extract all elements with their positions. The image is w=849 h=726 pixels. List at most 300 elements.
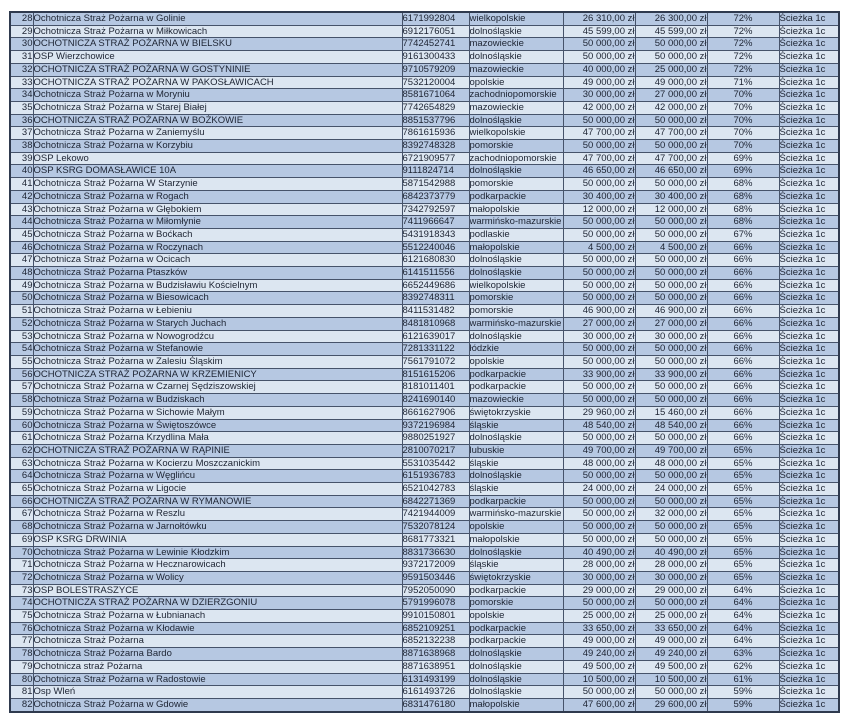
cell-no[interactable]: 61 bbox=[10, 432, 33, 445]
cell-amount-requested[interactable]: 50 000,00 zł bbox=[563, 533, 635, 546]
cell-amount-requested[interactable]: 50 000,00 zł bbox=[563, 254, 635, 267]
cell-amount-awarded[interactable]: 26 300,00 zł bbox=[635, 12, 707, 25]
cell-amount-awarded[interactable]: 49 000,00 zł bbox=[635, 76, 707, 89]
cell-path[interactable]: Ścieżka 1c bbox=[779, 533, 839, 546]
cell-no[interactable]: 80 bbox=[10, 673, 33, 686]
cell-amount-awarded[interactable]: 50 000,00 zł bbox=[635, 279, 707, 292]
cell-tax-id[interactable]: 6521042783 bbox=[402, 483, 469, 496]
cell-name[interactable]: Ochotnicza Straż Pożarna w Ocicach bbox=[33, 254, 402, 267]
cell-voivodeship[interactable]: podkarpackie bbox=[469, 368, 563, 381]
cell-amount-requested[interactable]: 10 500,00 zł bbox=[563, 673, 635, 686]
cell-no[interactable]: 70 bbox=[10, 546, 33, 559]
cell-percent[interactable]: 66% bbox=[707, 406, 779, 419]
cell-amount-requested[interactable]: 33 650,00 zł bbox=[563, 622, 635, 635]
cell-voivodeship[interactable]: śląskie bbox=[469, 559, 563, 572]
cell-no[interactable]: 73 bbox=[10, 584, 33, 597]
cell-no[interactable]: 76 bbox=[10, 622, 33, 635]
cell-path[interactable]: Ścieżka 1c bbox=[779, 521, 839, 534]
cell-name[interactable]: Ochotnicza Straż Pożarna w Świętoszówce bbox=[33, 419, 402, 432]
cell-percent[interactable]: 65% bbox=[707, 483, 779, 496]
cell-tax-id[interactable]: 8581671064 bbox=[402, 89, 469, 102]
cell-amount-requested[interactable]: 50 000,00 zł bbox=[563, 267, 635, 280]
cell-amount-requested[interactable]: 50 000,00 zł bbox=[563, 470, 635, 483]
cell-percent[interactable]: 66% bbox=[707, 241, 779, 254]
cell-percent[interactable]: 66% bbox=[707, 381, 779, 394]
cell-name[interactable]: Ochotnicza Straż Pożarna w Roczynach bbox=[33, 241, 402, 254]
cell-no[interactable]: 72 bbox=[10, 571, 33, 584]
cell-tax-id[interactable]: 5531035442 bbox=[402, 457, 469, 470]
cell-amount-requested[interactable]: 26 310,00 zł bbox=[563, 12, 635, 25]
cell-amount-awarded[interactable]: 50 000,00 zł bbox=[635, 470, 707, 483]
cell-amount-requested[interactable]: 29 000,00 zł bbox=[563, 584, 635, 597]
cell-path[interactable]: Ścieżka 1c bbox=[779, 343, 839, 356]
cell-path[interactable]: Ścieżka 1c bbox=[779, 254, 839, 267]
cell-tax-id[interactable]: 6652449686 bbox=[402, 279, 469, 292]
cell-path[interactable]: Ścieżka 1c bbox=[779, 546, 839, 559]
cell-amount-awarded[interactable]: 50 000,00 zł bbox=[635, 394, 707, 407]
cell-name[interactable]: OCHOTNICZA STRAŻ POŻARNA W RĄPINIE bbox=[33, 444, 402, 457]
cell-path[interactable]: Ścieżka 1c bbox=[779, 635, 839, 648]
cell-percent[interactable]: 72% bbox=[707, 38, 779, 51]
cell-name[interactable]: Ochotnicza Straż Pożarna w Budziskach bbox=[33, 394, 402, 407]
cell-percent[interactable]: 66% bbox=[707, 254, 779, 267]
cell-amount-requested[interactable]: 30 000,00 zł bbox=[563, 330, 635, 343]
cell-no[interactable]: 43 bbox=[10, 203, 33, 216]
cell-voivodeship[interactable]: dolnośląskie bbox=[469, 470, 563, 483]
cell-name[interactable]: Ochotnicza Straż Pożarna w Ligocie bbox=[33, 483, 402, 496]
cell-tax-id[interactable]: 6842271369 bbox=[402, 495, 469, 508]
cell-tax-id[interactable]: 6121639017 bbox=[402, 330, 469, 343]
cell-amount-awarded[interactable]: 47 700,00 zł bbox=[635, 127, 707, 140]
cell-path[interactable]: Ścieżka 1c bbox=[779, 305, 839, 318]
cell-voivodeship[interactable]: zachodniopomorskie bbox=[469, 89, 563, 102]
cell-voivodeship[interactable]: dolnośląskie bbox=[469, 660, 563, 673]
cell-no[interactable]: 57 bbox=[10, 381, 33, 394]
cell-amount-requested[interactable]: 27 000,00 zł bbox=[563, 317, 635, 330]
cell-voivodeship[interactable]: podkarpackie bbox=[469, 622, 563, 635]
cell-name[interactable]: Ochotnicza Straż Pożarna w Starej Białej bbox=[33, 101, 402, 114]
cell-percent[interactable]: 59% bbox=[707, 698, 779, 711]
cell-name[interactable]: Ochotnicza Straż Pożarna w Rogach bbox=[33, 190, 402, 203]
cell-percent[interactable]: 66% bbox=[707, 419, 779, 432]
cell-tax-id[interactable]: 6121680830 bbox=[402, 254, 469, 267]
cell-percent[interactable]: 72% bbox=[707, 63, 779, 76]
cell-percent[interactable]: 71% bbox=[707, 76, 779, 89]
cell-amount-requested[interactable]: 50 000,00 zł bbox=[563, 114, 635, 127]
cell-amount-awarded[interactable]: 50 000,00 zł bbox=[635, 355, 707, 368]
cell-name[interactable]: Ochotnicza Straż Pożarna Ptaszków bbox=[33, 267, 402, 280]
cell-name[interactable]: Ochotnicza Straż Pożarna w Sichowie Małym bbox=[33, 406, 402, 419]
cell-amount-requested[interactable]: 40 000,00 zł bbox=[563, 63, 635, 76]
cell-tax-id[interactable]: 9910150801 bbox=[402, 610, 469, 623]
cell-name[interactable]: Ochotnicza Straż Pożarna Krzydlina Mała bbox=[33, 432, 402, 445]
cell-amount-requested[interactable]: 33 900,00 zł bbox=[563, 368, 635, 381]
cell-no[interactable]: 44 bbox=[10, 216, 33, 229]
cell-tax-id[interactable]: 8851537796 bbox=[402, 114, 469, 127]
cell-no[interactable]: 41 bbox=[10, 178, 33, 191]
cell-amount-requested[interactable]: 30 400,00 zł bbox=[563, 190, 635, 203]
cell-name[interactable]: Ochotnicza Straż Pożarna bbox=[33, 635, 402, 648]
cell-tax-id[interactable]: 6721909577 bbox=[402, 152, 469, 165]
cell-no[interactable]: 63 bbox=[10, 457, 33, 470]
cell-amount-awarded[interactable]: 50 000,00 zł bbox=[635, 292, 707, 305]
cell-amount-awarded[interactable]: 33 650,00 zł bbox=[635, 622, 707, 635]
cell-voivodeship[interactable]: świętokrzyskie bbox=[469, 571, 563, 584]
cell-tax-id[interactable]: 8481810968 bbox=[402, 317, 469, 330]
cell-name[interactable]: Ochotnicza Straż Pożarna w Gdowie bbox=[33, 698, 402, 711]
cell-amount-requested[interactable]: 24 000,00 zł bbox=[563, 483, 635, 496]
cell-voivodeship[interactable]: śląskie bbox=[469, 457, 563, 470]
cell-voivodeship[interactable]: warmińsko-mazurskie bbox=[469, 317, 562, 329]
cell-path[interactable]: Ścieżka 1c bbox=[779, 698, 839, 711]
cell-tax-id[interactable]: 7561791072 bbox=[402, 355, 469, 368]
cell-amount-awarded[interactable]: 48 540,00 zł bbox=[635, 419, 707, 432]
cell-name[interactable]: Ochotnicza Straż Pożarna W Starzynie bbox=[33, 178, 402, 191]
cell-amount-requested[interactable]: 50 000,00 zł bbox=[563, 279, 635, 292]
cell-name[interactable]: Ochotnicza Straż Pożarna w Czarnej Sędziszowskiej bbox=[33, 381, 402, 394]
cell-percent[interactable]: 65% bbox=[707, 571, 779, 584]
cell-amount-requested[interactable]: 47 700,00 zł bbox=[563, 127, 635, 140]
cell-amount-requested[interactable]: 50 000,00 zł bbox=[563, 432, 635, 445]
cell-name[interactable]: OCHOTNICZA STRAŻ POŻARNA W BOŻKOWIE bbox=[33, 114, 402, 127]
cell-voivodeship[interactable]: dolnośląskie bbox=[469, 114, 563, 127]
cell-name[interactable]: OCHOTNICZA STRAŻ POŻARNA W PAKOSŁAWICACH bbox=[33, 76, 402, 89]
cell-tax-id[interactable]: 9591503446 bbox=[402, 571, 469, 584]
cell-path[interactable]: Ścieżka 1c bbox=[779, 89, 839, 102]
cell-name[interactable]: Ochotnicza Straż Pożarna w Reszlu bbox=[33, 508, 402, 521]
cell-no[interactable]: 29 bbox=[10, 25, 33, 38]
cell-no[interactable]: 50 bbox=[10, 292, 33, 305]
cell-voivodeship[interactable]: opolskie bbox=[469, 521, 563, 534]
cell-percent[interactable]: 64% bbox=[707, 597, 779, 610]
cell-path[interactable]: Ścieżka 1c bbox=[779, 470, 839, 483]
cell-percent[interactable]: 66% bbox=[707, 432, 779, 445]
cell-amount-awarded[interactable]: 49 500,00 zł bbox=[635, 660, 707, 673]
cell-percent[interactable]: 70% bbox=[707, 89, 779, 102]
cell-percent[interactable]: 64% bbox=[707, 610, 779, 623]
cell-amount-requested[interactable]: 50 000,00 zł bbox=[563, 228, 635, 241]
cell-amount-requested[interactable]: 50 000,00 zł bbox=[563, 51, 635, 64]
cell-voivodeship[interactable]: zachodniopomorskie bbox=[469, 152, 563, 165]
cell-no[interactable]: 65 bbox=[10, 483, 33, 496]
cell-name[interactable]: OSP Wierzchowice bbox=[33, 51, 402, 64]
cell-amount-awarded[interactable]: 46 650,00 zł bbox=[635, 165, 707, 178]
cell-voivodeship[interactable]: dolnośląskie bbox=[469, 330, 563, 343]
cell-tax-id[interactable]: 5512240046 bbox=[402, 241, 469, 254]
cell-path[interactable]: Ścieżka 1c bbox=[779, 406, 839, 419]
cell-path[interactable]: Ścieżka 1c bbox=[779, 597, 839, 610]
cell-percent[interactable]: 68% bbox=[707, 190, 779, 203]
cell-tax-id[interactable]: 8392748311 bbox=[402, 292, 469, 305]
cell-voivodeship[interactable]: śląskie bbox=[469, 483, 563, 496]
cell-percent[interactable]: 65% bbox=[707, 546, 779, 559]
cell-amount-awarded[interactable]: 30 400,00 zł bbox=[635, 190, 707, 203]
cell-no[interactable]: 74 bbox=[10, 597, 33, 610]
cell-path[interactable]: Ścieżka 1c bbox=[779, 571, 839, 584]
cell-tax-id[interactable]: 9880251927 bbox=[402, 432, 469, 445]
cell-amount-awarded[interactable]: 50 000,00 zł bbox=[635, 178, 707, 191]
cell-amount-awarded[interactable]: 27 000,00 zł bbox=[635, 89, 707, 102]
cell-name[interactable]: Ochotnicza Straż Pożarna w Miłkowicach bbox=[33, 25, 402, 38]
cell-percent[interactable]: 66% bbox=[707, 305, 779, 318]
cell-tax-id[interactable]: 6852109251 bbox=[402, 622, 469, 635]
cell-amount-awarded[interactable]: 50 000,00 zł bbox=[635, 597, 707, 610]
cell-path[interactable]: Ścieżka 1c bbox=[779, 12, 839, 25]
cell-amount-requested[interactable]: 50 000,00 zł bbox=[563, 381, 635, 394]
cell-voivodeship[interactable]: dolnośląskie bbox=[469, 267, 563, 280]
cell-percent[interactable]: 59% bbox=[707, 686, 779, 699]
cell-no[interactable]: 77 bbox=[10, 635, 33, 648]
cell-percent[interactable]: 68% bbox=[707, 203, 779, 216]
cell-amount-requested[interactable]: 50 000,00 zł bbox=[563, 521, 635, 534]
cell-voivodeship[interactable]: pomorskie bbox=[469, 140, 563, 153]
cell-path[interactable]: Ścieżka 1c bbox=[779, 25, 839, 38]
cell-voivodeship[interactable]: opolskie bbox=[469, 76, 563, 89]
cell-amount-awarded[interactable]: 33 900,00 zł bbox=[635, 368, 707, 381]
cell-amount-awarded[interactable]: 50 000,00 zł bbox=[635, 343, 707, 356]
cell-percent[interactable]: 63% bbox=[707, 648, 779, 661]
cell-name[interactable]: Ochotnicza Straż Pożarna w Boćkach bbox=[33, 228, 402, 241]
cell-tax-id[interactable]: 7952050090 bbox=[402, 584, 469, 597]
cell-amount-requested[interactable]: 29 960,00 zł bbox=[563, 406, 635, 419]
cell-voivodeship[interactable]: mazowieckie bbox=[469, 101, 563, 114]
cell-name[interactable]: Ochotnicza Straż Pożarna w Golinie bbox=[33, 12, 402, 25]
cell-tax-id[interactable]: 7421944009 bbox=[402, 508, 469, 521]
cell-no[interactable]: 58 bbox=[10, 394, 33, 407]
cell-voivodeship[interactable]: łódzkie bbox=[469, 343, 563, 356]
cell-percent[interactable]: 69% bbox=[707, 152, 779, 165]
cell-no[interactable]: 35 bbox=[10, 101, 33, 114]
cell-voivodeship[interactable]: dolnośląskie bbox=[469, 546, 563, 559]
cell-percent[interactable]: 70% bbox=[707, 101, 779, 114]
cell-tax-id[interactable]: 7742654829 bbox=[402, 101, 469, 114]
cell-tax-id[interactable]: 8871638968 bbox=[402, 648, 469, 661]
cell-path[interactable]: Ścieżka 1c bbox=[779, 660, 839, 673]
cell-path[interactable]: Ścieżka 1c bbox=[779, 394, 839, 407]
cell-voivodeship[interactable]: warmińsko-mazurskie bbox=[469, 216, 562, 228]
cell-no[interactable]: 49 bbox=[10, 279, 33, 292]
cell-no[interactable]: 67 bbox=[10, 508, 33, 521]
cell-percent[interactable]: 68% bbox=[707, 178, 779, 191]
cell-no[interactable]: 60 bbox=[10, 419, 33, 432]
cell-path[interactable]: Ścieżka 1c bbox=[779, 190, 839, 203]
cell-amount-requested[interactable]: 50 000,00 zł bbox=[563, 292, 635, 305]
cell-amount-requested[interactable]: 50 000,00 zł bbox=[563, 343, 635, 356]
cell-amount-awarded[interactable]: 15 460,00 zł bbox=[635, 406, 707, 419]
cell-amount-awarded[interactable]: 50 000,00 zł bbox=[635, 51, 707, 64]
cell-amount-awarded[interactable]: 50 000,00 zł bbox=[635, 216, 707, 229]
cell-amount-awarded[interactable]: 50 000,00 zł bbox=[635, 533, 707, 546]
cell-name[interactable]: Ochotnicza Straż Pożarna w Głębokiem bbox=[33, 203, 402, 216]
cell-percent[interactable]: 66% bbox=[707, 355, 779, 368]
cell-path[interactable]: Ścieżka 1c bbox=[779, 51, 839, 64]
cell-no[interactable]: 51 bbox=[10, 305, 33, 318]
cell-percent[interactable]: 72% bbox=[707, 25, 779, 38]
cell-name[interactable]: Ochotnicza Straż Pożarna w Zalesiu Śląskim bbox=[33, 355, 402, 368]
cell-name[interactable]: Ochotnicza Straż Pożarna w Zaniemyślu bbox=[33, 127, 402, 140]
cell-no[interactable]: 40 bbox=[10, 165, 33, 178]
cell-amount-awarded[interactable]: 50 000,00 zł bbox=[635, 114, 707, 127]
cell-amount-awarded[interactable]: 50 000,00 zł bbox=[635, 381, 707, 394]
cell-tax-id[interactable]: 5871542988 bbox=[402, 178, 469, 191]
cell-tax-id[interactable]: 7861615936 bbox=[402, 127, 469, 140]
cell-amount-requested[interactable]: 47 700,00 zł bbox=[563, 152, 635, 165]
cell-path[interactable]: Ścieżka 1c bbox=[779, 444, 839, 457]
cell-name[interactable]: Ochotnicza Straż Pożarna w Radostowie bbox=[33, 673, 402, 686]
cell-no[interactable]: 34 bbox=[10, 89, 33, 102]
cell-percent[interactable]: 68% bbox=[707, 216, 779, 229]
cell-percent[interactable]: 65% bbox=[707, 444, 779, 457]
cell-voivodeship[interactable]: podkarpackie bbox=[469, 381, 563, 394]
cell-percent[interactable]: 70% bbox=[707, 127, 779, 140]
cell-path[interactable]: Ścieżka 1c bbox=[779, 584, 839, 597]
cell-percent[interactable]: 65% bbox=[707, 495, 779, 508]
cell-amount-awarded[interactable]: 50 000,00 zł bbox=[635, 521, 707, 534]
cell-amount-requested[interactable]: 4 500,00 zł bbox=[563, 241, 635, 254]
cell-name[interactable]: Ochotnicza Straż Pożarna w Kocierzu Moszczanickim bbox=[33, 457, 402, 470]
cell-name[interactable]: Ochotnicza Straż Pożarna w Lewinie Kłodzkim bbox=[33, 546, 402, 559]
cell-amount-requested[interactable]: 25 000,00 zł bbox=[563, 610, 635, 623]
cell-voivodeship[interactable]: wielkopolskie bbox=[469, 127, 563, 140]
cell-voivodeship[interactable]: śląskie bbox=[469, 419, 563, 432]
cell-name[interactable]: Ochotnicza Straż Pożarna w Korzybiu bbox=[33, 140, 402, 153]
cell-no[interactable]: 47 bbox=[10, 254, 33, 267]
cell-amount-requested[interactable]: 50 000,00 zł bbox=[563, 495, 635, 508]
cell-no[interactable]: 28 bbox=[10, 12, 33, 25]
cell-amount-awarded[interactable]: 24 000,00 zł bbox=[635, 483, 707, 496]
cell-amount-requested[interactable]: 30 000,00 zł bbox=[563, 571, 635, 584]
cell-path[interactable]: Ścieżka 1c bbox=[779, 457, 839, 470]
cell-path[interactable]: Ścieżka 1c bbox=[779, 673, 839, 686]
cell-no[interactable]: 37 bbox=[10, 127, 33, 140]
cell-name[interactable]: OCHOTNICZA STRAŻ POŻARNA W GOSTYNINIE bbox=[33, 63, 402, 76]
cell-path[interactable]: Ścieżka 1c bbox=[779, 355, 839, 368]
cell-amount-awarded[interactable]: 50 000,00 zł bbox=[635, 38, 707, 51]
cell-tax-id[interactable]: 7342792597 bbox=[402, 203, 469, 216]
cell-no[interactable]: 42 bbox=[10, 190, 33, 203]
cell-no[interactable]: 52 bbox=[10, 317, 33, 330]
cell-tax-id[interactable]: 6151936783 bbox=[402, 470, 469, 483]
cell-tax-id[interactable]: 5791996078 bbox=[402, 597, 469, 610]
cell-amount-awarded[interactable]: 4 500,00 zł bbox=[635, 241, 707, 254]
cell-path[interactable]: Ścieżka 1c bbox=[779, 114, 839, 127]
cell-name[interactable]: Ochotnicza Straż Pożarna w Hecznarowicach bbox=[33, 559, 402, 572]
cell-tax-id[interactable]: 8181011401 bbox=[402, 381, 469, 394]
cell-no[interactable]: 39 bbox=[10, 152, 33, 165]
cell-amount-requested[interactable]: 48 540,00 zł bbox=[563, 419, 635, 432]
cell-percent[interactable]: 65% bbox=[707, 457, 779, 470]
cell-amount-awarded[interactable]: 28 000,00 zł bbox=[635, 559, 707, 572]
cell-percent[interactable]: 66% bbox=[707, 394, 779, 407]
cell-name[interactable]: Ochotnicza Straż Pożarna w Stefanowie bbox=[33, 343, 402, 356]
cell-name[interactable]: OCHOTNICZA STRAŻ POŻARNA W KRZEMIENICY bbox=[33, 368, 402, 381]
cell-path[interactable]: Ścieżka 1c bbox=[779, 63, 839, 76]
cell-name[interactable]: OCHOTNICZA STRAŻ POŻARNA W RYMANOWIE bbox=[33, 495, 402, 508]
cell-no[interactable]: 55 bbox=[10, 355, 33, 368]
cell-amount-requested[interactable]: 30 000,00 zł bbox=[563, 89, 635, 102]
cell-name[interactable]: Osp Wleń bbox=[33, 686, 402, 699]
cell-voivodeship[interactable]: mazowieckie bbox=[469, 38, 563, 51]
cell-voivodeship[interactable]: warmińsko-mazurskie bbox=[469, 508, 562, 520]
cell-percent[interactable]: 69% bbox=[707, 165, 779, 178]
cell-amount-requested[interactable]: 46 900,00 zł bbox=[563, 305, 635, 318]
cell-amount-awarded[interactable]: 25 000,00 zł bbox=[635, 610, 707, 623]
cell-no[interactable]: 59 bbox=[10, 406, 33, 419]
cell-amount-requested[interactable]: 49 000,00 zł bbox=[563, 76, 635, 89]
cell-path[interactable]: Ścieżka 1c bbox=[779, 38, 839, 51]
cell-no[interactable]: 68 bbox=[10, 521, 33, 534]
cell-amount-awarded[interactable]: 50 000,00 zł bbox=[635, 267, 707, 280]
cell-amount-requested[interactable]: 50 000,00 zł bbox=[563, 216, 635, 229]
cell-percent[interactable]: 66% bbox=[707, 368, 779, 381]
cell-name[interactable]: Ochotnicza Straż Pożarna w Miłomłynie bbox=[33, 216, 402, 229]
cell-name[interactable]: Ochotnicza straż Pożarna bbox=[33, 660, 402, 673]
cell-percent[interactable]: 65% bbox=[707, 533, 779, 546]
cell-path[interactable]: Ścieżka 1c bbox=[779, 140, 839, 153]
cell-path[interactable]: Ścieżka 1c bbox=[779, 483, 839, 496]
cell-amount-awarded[interactable]: 10 500,00 zł bbox=[635, 673, 707, 686]
cell-amount-awarded[interactable]: 50 000,00 zł bbox=[635, 228, 707, 241]
cell-no[interactable]: 53 bbox=[10, 330, 33, 343]
cell-amount-awarded[interactable]: 25 000,00 zł bbox=[635, 63, 707, 76]
cell-voivodeship[interactable]: podlaskie bbox=[469, 228, 563, 241]
cell-percent[interactable]: 66% bbox=[707, 267, 779, 280]
cell-amount-awarded[interactable]: 29 000,00 zł bbox=[635, 584, 707, 597]
cell-amount-awarded[interactable]: 45 599,00 zł bbox=[635, 25, 707, 38]
cell-name[interactable]: OSP BOLESTRASZYCE bbox=[33, 584, 402, 597]
cell-amount-requested[interactable]: 45 599,00 zł bbox=[563, 25, 635, 38]
cell-percent[interactable]: 65% bbox=[707, 521, 779, 534]
cell-no[interactable]: 48 bbox=[10, 267, 33, 280]
cell-voivodeship[interactable]: małopolskie bbox=[469, 241, 563, 254]
cell-path[interactable]: Ścieżka 1c bbox=[779, 495, 839, 508]
cell-voivodeship[interactable]: opolskie bbox=[469, 355, 563, 368]
cell-tax-id[interactable]: 8871638951 bbox=[402, 660, 469, 673]
cell-amount-awarded[interactable]: 48 000,00 zł bbox=[635, 457, 707, 470]
cell-amount-awarded[interactable]: 49 000,00 zł bbox=[635, 635, 707, 648]
cell-amount-awarded[interactable]: 49 240,00 zł bbox=[635, 648, 707, 661]
cell-no[interactable]: 38 bbox=[10, 140, 33, 153]
cell-voivodeship[interactable]: dolnośląskie bbox=[469, 686, 563, 699]
cell-tax-id[interactable]: 6131493199 bbox=[402, 673, 469, 686]
cell-voivodeship[interactable]: pomorskie bbox=[469, 178, 563, 191]
cell-voivodeship[interactable]: mazowieckie bbox=[469, 394, 563, 407]
cell-voivodeship[interactable]: pomorskie bbox=[469, 292, 563, 305]
cell-path[interactable]: Ścieżka 1c bbox=[779, 241, 839, 254]
cell-tax-id[interactable]: 6141511556 bbox=[402, 267, 469, 280]
cell-amount-requested[interactable]: 48 000,00 zł bbox=[563, 457, 635, 470]
cell-percent[interactable]: 70% bbox=[707, 114, 779, 127]
cell-amount-awarded[interactable]: 27 000,00 zł bbox=[635, 317, 707, 330]
cell-name[interactable]: Ochotnicza Straż Pożarna w Węglińcu bbox=[33, 470, 402, 483]
cell-tax-id[interactable]: 6831476180 bbox=[402, 698, 469, 711]
cell-voivodeship[interactable]: lubuskie bbox=[469, 444, 563, 457]
cell-voivodeship[interactable]: pomorskie bbox=[469, 305, 563, 318]
cell-tax-id[interactable]: 8411531482 bbox=[402, 305, 469, 318]
cell-no[interactable]: 62 bbox=[10, 444, 33, 457]
cell-voivodeship[interactable]: pomorskie bbox=[469, 597, 563, 610]
cell-path[interactable]: Ścieżka 1c bbox=[779, 152, 839, 165]
cell-voivodeship[interactable]: podkarpackie bbox=[469, 635, 563, 648]
cell-name[interactable]: Ochotnicza Straż Pożarna w Wolicy bbox=[33, 571, 402, 584]
cell-amount-awarded[interactable]: 30 000,00 zł bbox=[635, 330, 707, 343]
cell-name[interactable]: Ochotnicza Straż Pożarna w Moryniu bbox=[33, 89, 402, 102]
cell-no[interactable]: 33 bbox=[10, 76, 33, 89]
cell-path[interactable]: Ścieżka 1c bbox=[779, 292, 839, 305]
cell-tax-id[interactable]: 9372172009 bbox=[402, 559, 469, 572]
cell-amount-requested[interactable]: 46 650,00 zł bbox=[563, 165, 635, 178]
cell-percent[interactable]: 65% bbox=[707, 470, 779, 483]
